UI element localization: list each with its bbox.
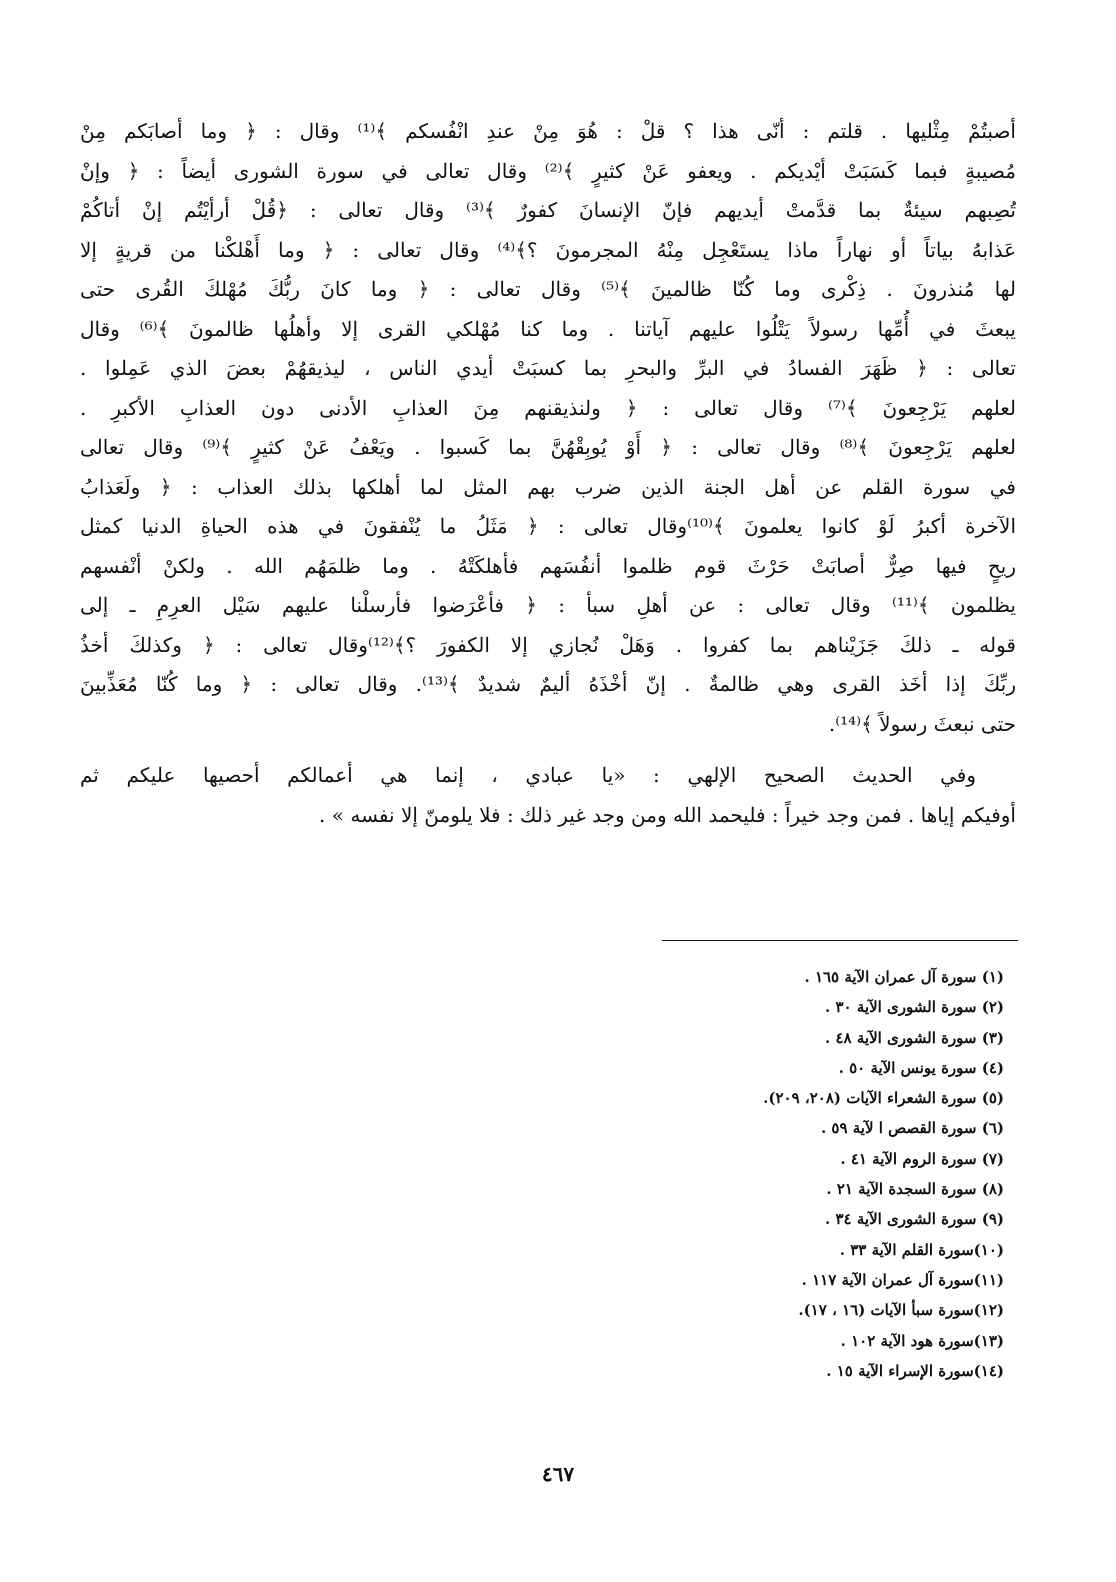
body-line: ريحٍ فيها صِرٌّ أصابَتْ حَرْثَ قوم ظلموا أنفُسَهم فأهلكَتْهُ . وما ظلمَهُم الله . ولكنْ أنْفسهم (80, 553, 1016, 578)
footnote-item: (١٠)سورة القلم الآية ٣٣ . (839, 1240, 1004, 1259)
footnote-item: (١٣)سورة هود الآية ١٠٢ . (840, 1331, 1004, 1350)
body-line: في سورة القلم عن أهل الجنة الذين ضرب بهم المثل لما أهلكها بذلك العذاب : ﴿ ولَعَذابُ (80, 474, 1016, 499)
footnote-item: (٨) سورة السجدة الآية ٢١ . (826, 1180, 1004, 1199)
footnote-item: (١) سورة آل عمران الآية ١٦٥ . (804, 968, 1004, 986)
footnote-item: (١١)سورة آل عمران الآية ١١٧ . (801, 1270, 1004, 1289)
footnote-item: (١٢)سورة سبأ الآيات (١٦ ، ١٧). (798, 1301, 1004, 1320)
body-line: قوله ـ ذلكَ جَزَيْناهم بما كفروا . وَهَلْ نُجازي إلا الكفورَ ؟﴾⁽¹²⁾وقال تعالى : ﴿ وكذلكَ أخذُ (80, 632, 1016, 657)
hadith-line: أوفيكم إياها . فمن وجد خيراً : فليحمد الله ومن وجد غير ذلك : فلا يلومنّ إلا نفسه » . (319, 802, 1016, 827)
body-line: أصبتُمْ مِثْليها . قلتم : أنّى هذا ؟ قلْ : هُوَ مِنْ عندِ انْفُسكم ﴾⁽¹⁾ وقال : ﴿ وما أصابَكم مِنْ (80, 119, 1016, 143)
hadith-line: وفي الحديث الصحيح الإلهي : «يا عبادي ، إنما هي أعمالكم أحصيها عليكم ثم (80, 763, 976, 787)
footnote-item: (١٤)سورة الإسراء الآية ١٥ . (826, 1361, 1004, 1380)
body-line: ربِّكَ إذا أخَذ القرى وهي ظالمةٌ . إنّ أخْذَهُ أليمٌ شديدٌ ﴾⁽¹³⁾. وقال تعالى : ﴿ وما كُنّا مُعَذِّبينَ (80, 672, 1016, 696)
footnote-item: (٣) سورة الشورى الآية ٤٨ . (825, 1028, 1004, 1047)
footnote-separator (662, 940, 1018, 941)
hadith-paragraph (80, 756, 1016, 835)
footnote-item: (٧) سورة الروم الآية ٤١ . (840, 1149, 1004, 1168)
body-line: تُصِبهم سيئةٌ بما قدَّمتْ أيديهم فإنّ الإنسانَ كفورٌ ﴾⁽³⁾ وقال تعالى : ﴿قُلْ أرأيْتُم إنْ أتاكُمْ (80, 198, 1016, 222)
footnote-item: (٢) سورة الشورى الآية ٣٠ . (825, 998, 1004, 1017)
footnotes-list (584, 962, 1004, 1386)
body-line: لها مُنذرونَ . ذِكْرى وما كُنّا ظالمينَ ﴾⁽⁵⁾ وقال تعالى : ﴿ وما كانَ ربُّكَ مُهْلكَ القُرى حتى (80, 277, 1016, 301)
body-line: حتى نبعثَ رسولاً ﴾⁽¹⁴⁾. (828, 711, 1016, 736)
body-line: الآخرة أكبرُ لَوْ كانوا يعلمونَ ﴾⁽¹⁰⁾وقال تعالى : ﴿ مَثَلُ ما يُنْفقونَ في هذه الحياةِ الدنيا كمثل (80, 514, 1016, 538)
footnote-item: (٩) سورة الشورى الآية ٣٤ . (825, 1210, 1004, 1229)
main-text-block (80, 112, 1016, 835)
body-line: يظلمون ﴾⁽¹¹⁾ وقال تعالى : عن أهلِ سبأ : ﴿ فأعْرَضوا فأرسلْنا عليهم سَيْل العرِمِ ـ إلى (80, 593, 1016, 617)
body-line: لعلهم يَرْجِعونَ ﴾⁽⁸⁾ وقال تعالى : ﴿ أَوْ يُوبِقْهُنَّ بما كَسبوا . ويَعْفُ عَنْ كثيرٍ ﴾⁽⁹⁾ وقال تعالى (80, 435, 1016, 459)
body-line: يبعثَ في أُمِّها رسولاً يَتْلُوا عليهم آياتنا . وما كنا مُهْلكي القرى إلا وأهلُها ظالمونَ ﴾⁽⁶⁾ وقال (80, 316, 1016, 341)
body-line: مُصيبةٍ فبما كَسَبَتْ أيْديكم . ويعفو عَنْ كثيرٍ ﴾⁽²⁾ وقال تعالى في سورة الشورى أيضاً : ﴿ وإنْ (80, 158, 1016, 183)
body-line: تعالى : ﴿ ظَهَرَ الفسادُ في البرِّ والبحرِ بما كسبَتْ أيدي الناس ، ليذيقهُمْ بعضَ الذي عَمِلوا . (80, 356, 1016, 380)
body-line: لعلهم يَرْجِعونَ ﴾⁽⁷⁾ وقال تعالى : ﴿ ولنذيقنهم مِنَ العذابِ الأدنى دون العذابِ الأكبرِ . (80, 395, 1016, 420)
footnote-item: (٤) سورة يونس الآية ٥٠ . (838, 1058, 1004, 1077)
body-line: عَذابهُ بياتاً أو نهاراً ماذا يستَعْجِل مِنْهُ المجرمونَ ؟﴾⁽⁴⁾ وقال تعالى : ﴿ وما أَهْلكْنا من قريةٍ إلا (80, 237, 1016, 262)
footnote-item: (٥) سورة الشعراء الآيات (٢٠٨، ٢٠٩). (763, 1089, 1004, 1108)
page-number: ٤٦٧ (541, 1462, 575, 1486)
footnote-item: (٦) سورة القصص ا لآية ٥٩ . (820, 1119, 1004, 1138)
